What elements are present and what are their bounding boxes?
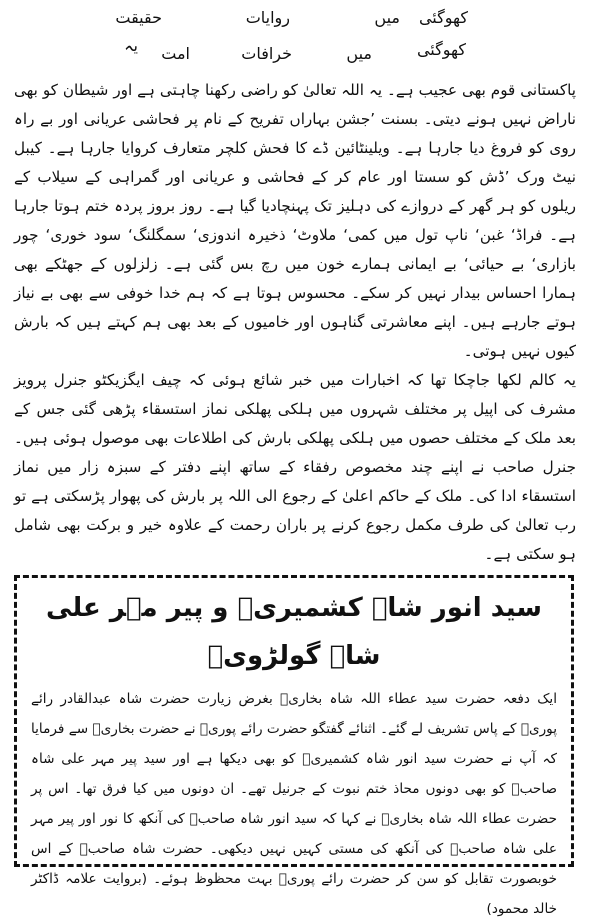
anecdote-text: ایک دفعہ حضرت سید عطاء اللہ شاہ بخاریؒ بغرض زیارت حضرت شاہ عبدالقادر رائے پوریؒ کے پاس تشریف لے گئے۔ اثنائے گفتگو حضرت رائے پوریؒ نے حضرت بخاریؒ سے فرمایا کہ آپ نے حضرت سید انور شاہ کشمیریؒ کو بھی دیکھا ہے اور سید پیر مہر علی شاہ صاحبؒ کو بھی دونوں محاذ ختم نبوت کے جرنیل تھے۔ ان دونوں میں کیا فرق تھا۔ اس پر حضرت عطاء اللہ شاہ بخاریؒ نے کہا کہ سید انور شاہ صاحبؒ کی آنکھ کا نور اور پیر مہر علی شاہ صاحبؒ کی آنکھ کی مستی کہیں نہیں دیکھی۔ حضرت شاہ صاحبؒ کے اس خوبصورت تقابل کو سن کر حضرت رائے پوریؒ بہت محظوظ ہوئے۔ (بروایت علامہ ڈاکٹر خالد محمود) [31, 691, 557, 917]
verse-line1-word2: روایات [245, 8, 290, 27]
verse-line2-word3: خرافات [241, 44, 292, 63]
verse-line2-word4: میں [346, 44, 372, 63]
anecdote-box [14, 575, 574, 917]
verse-line2-word1: یہ [124, 36, 138, 55]
anecdote-title: سید انور شاہ کشمیریؒ و پیر مہر علی شاہ گولڑویؒ [46, 593, 542, 671]
verse-line2-word5: کھوگئی [416, 40, 466, 59]
verse-line1-word4: کھوگئی [418, 8, 468, 27]
article-paragraph-2: یہ کالم لکھا جاچکا تھا کہ اخبارات میں خبر شائع ہوئی کہ چیف ایگزیکٹو جنرل پرویز مشرف کی اپیل پر مختلف شہروں میں ہلکی پھلکی نماز استسقاء پڑھی گئی جس کے بعد ملک کے مختلف حصوں میں ہلکی پھلکی بارش کی اطلاعات بھی موصول ہوئی ہیں۔ جنرل صاحب نے اپنے چند مخصوص رفقاء کے ساتھ اپنے دفتر کے سبزہ زار میں نماز استسقاء ادا کی۔ ملک کے حاکم اعلیٰ کے رجوع الی اللہ پر بارش کی پھوار پڑسکتی ہے تو رب تعالیٰ کی طرف مکمل رجوع کرنے پر باران رحمت کے علاوہ خیر و برکت بھی شامل ہو سکتی ہے۔ [14, 371, 576, 563]
verse-line1-word3: میں [374, 8, 400, 27]
verse-line1-word1: حقیقت [115, 8, 162, 27]
verse-line2-word2: امت [161, 44, 190, 63]
article-paragraph-1: پاکستانی قوم بھی عجیب ہے۔ یہ اللہ تعالیٰ کو راضی رکھنا چاہتی ہے اور شیطان کو بھی ناراض نہیں ہونے دیتی۔ بسنت ’جشن بہاراں تفریح کے نام پر فحاشی عریانی اور بے راہ روی کو فروغ دیا جارہا ہے۔ ویلینٹائین ڈے کا فحش کلچر متعارف کروایا جارہا ہے۔ کیبل نیٹ ورک ’ڈش کو سستا اور عام کر کے فحاشی و عریانی اور گمراہی کے سیلاب کے ریلوں کو ہر گھر کے دروازے کی دہلیز تک پہنچادیا گیا ہے۔ روز بروز پردہ ختم ہوتا جارہا ہے۔ فراڈ‘ غبن‘ ناپ تول میں کمی‘ ملاوٹ‘ ذخیرہ اندوزی‘ سمگلنگ‘ سود خوری‘ چور بازاری‘ بے حیائی‘ بے ایمانی ہمارے خون میں رچ بس گئی ہے۔ زلزلوں کے جھٹکے بھی ہمارا احساس بیدار نہیں کر سکے۔ محسوس ہوتا ہے کہ ہم خدا خوفی سے بھی بے نیاز ہوتے جارہے ہیں۔ اپنے معاشرتی گناہوں اور خامیوں کے بعد بھی ہم کہتے ہیں کہ بارش کیوں نہیں ہوتی۔ [14, 81, 576, 360]
article-body [14, 76, 576, 569]
